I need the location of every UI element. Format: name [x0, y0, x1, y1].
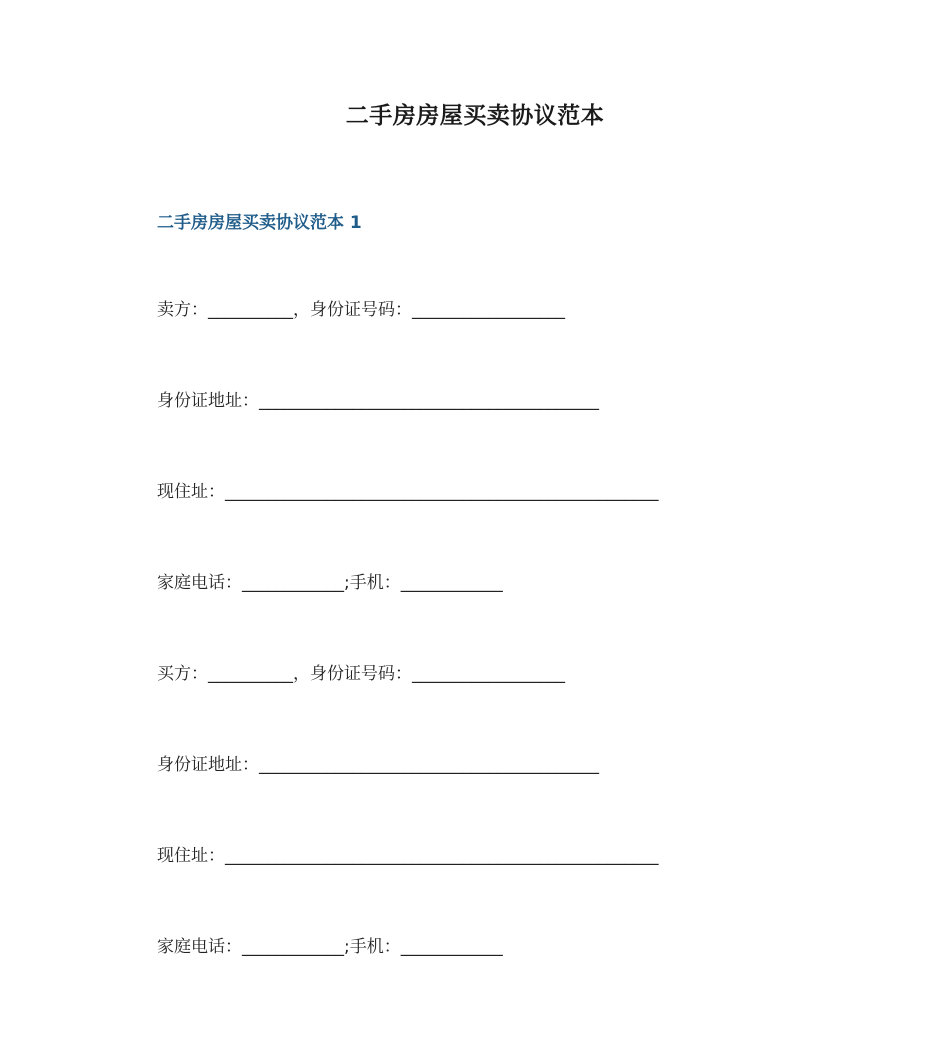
buyer-name-id-line: 买方：__________，身份证号码：__________________: [157, 664, 565, 684]
buyer-id-address-line: 身份证地址：________________________________________: [157, 755, 599, 775]
seller-phone-line: 家庭电话：____________;手机：____________: [157, 573, 503, 593]
buyer-current-address-line: 现住址：___________________________________________________: [157, 846, 659, 866]
seller-name-id-line: 卖方：__________，身份证号码：__________________: [157, 300, 565, 320]
buyer-phone-line: 家庭电话：____________;手机：____________: [157, 937, 503, 957]
document-title: 二手房房屋买卖协议范本: [345, 103, 605, 129]
seller-id-address-line: 身份证地址：________________________________________: [157, 391, 599, 411]
seller-current-address-line: 现住址：___________________________________________________: [157, 482, 659, 502]
section-heading: 二手房房屋买卖协议范本 1: [157, 213, 362, 233]
